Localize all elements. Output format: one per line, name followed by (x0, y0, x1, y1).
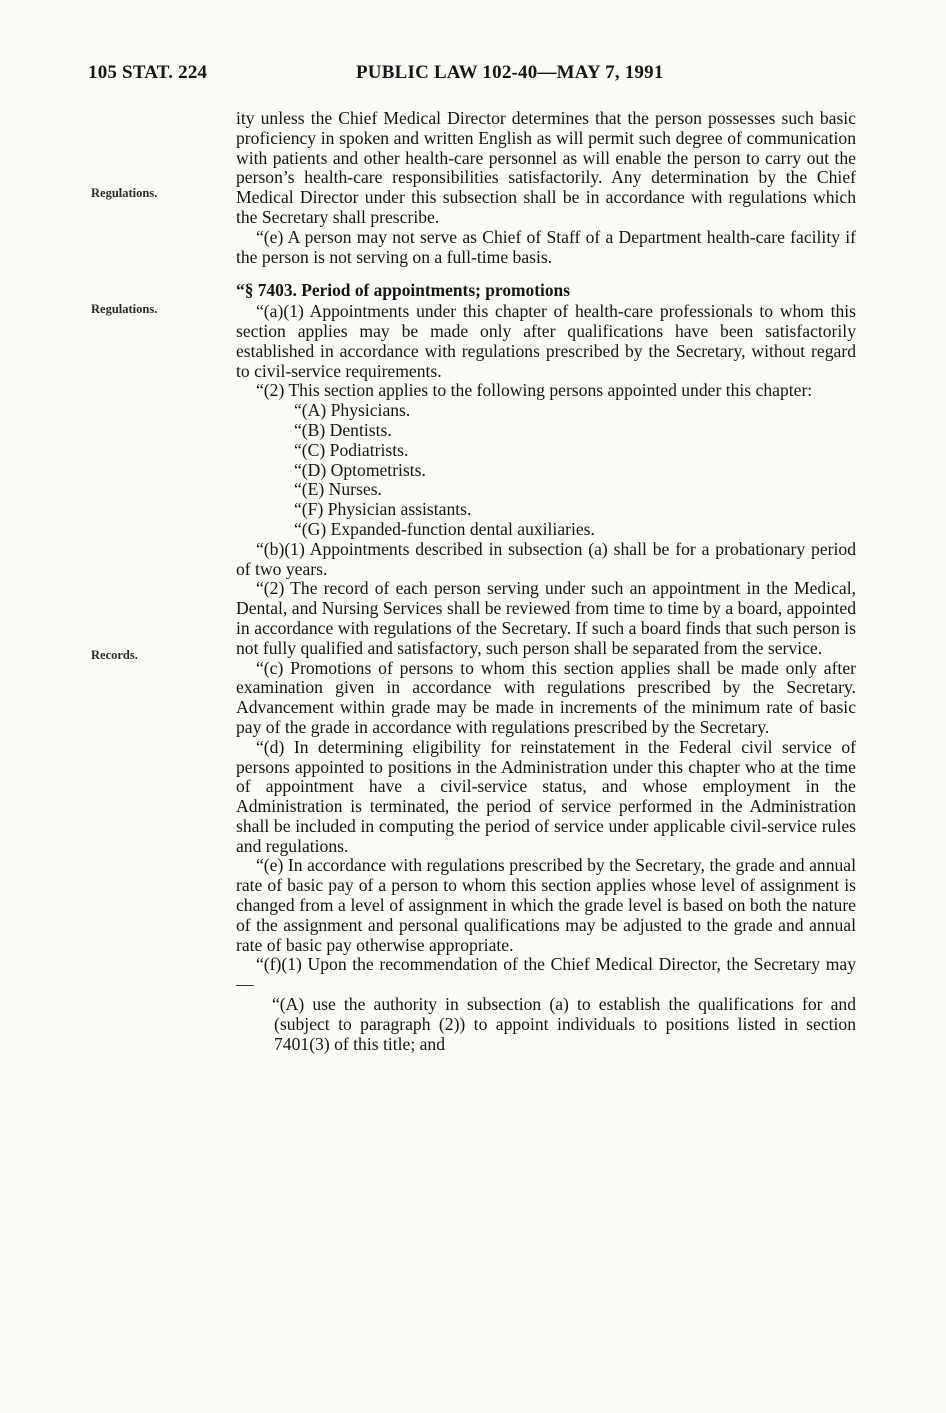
list-item: “(D) Optometrists. (294, 459, 426, 480)
list-item: “(F) Physician assistants. (294, 499, 472, 520)
paragraph: “(e) In accordance with regulations prescribed by the Secretary, the grade and annual rate of basic pay of a person to whom this section applies whose level of assignment is changed from a level of assignment in which the grade level is based on both the nature of the assignment and personal qualifications may be adjusted to the grade and annual rate of basic pay otherwise appropriate. (236, 855, 856, 955)
list-item: “(E) Nurses. (294, 479, 382, 500)
list-item: “(G) Expanded-function dental auxiliaries. (294, 518, 595, 539)
section-heading: “§ 7403. Period of appointments; promotions (236, 280, 570, 301)
margin-note-regulations-2: Regulations. (91, 302, 158, 316)
paragraph: “(c) Promotions of persons to whom this section applies shall be made only after examination given in accordance with regulations prescribed by the Secretary. Advancement within grade may be made in increments of the minimum rate of basic pay of the grade in accordance with regulations prescribed by the Secretary. (236, 657, 856, 737)
list-item: “(B) Dentists. (294, 419, 392, 440)
law-title: PUBLIC LAW 102-40—MAY 7, 1991 (356, 62, 664, 83)
paragraph: “(d) In determining eligibility for reinstatement in the Federal civil service of persons appointed to positions in the Administration under this chapter who at the time of appointment have a civil-service status, and whose employment in the Administration is terminated, the period of service performed in the Administration shall be included in computing the period of service under applicable civil-service rules and regulations. (236, 736, 856, 856)
paragraph: “(a)(1) Appointments under this chapter of health-care professionals to whom this section applies may be made only after qualifications have been satisfactorily established in accordance with regulations prescribed by the Secretary, without regard to civil-service requirements. (236, 301, 856, 381)
page-header (88, 62, 768, 86)
paragraph: ity unless the Chief Medical Director determines that the person possesses such basic proficiency in spoken and written English as will permit such degree of communication with patients and other health-care personnel as will enable the person to carry out the person’s health-care responsibilities satisfactorily. Any determination by the Chief Medical Director under this subsection shall be in accordance with regulations which the Secretary shall prescribe. (236, 108, 856, 227)
margin-note-regulations-1: Regulations. (91, 186, 158, 200)
paragraph: “(2) The record of each person serving under such an appointment in the Medical, Dental, and Nursing Services shall be reviewed from time to time by a board, appointed in accordance with regulations of the Secretary. If such a board finds that such person is not fully qualified and satisfactory, such person shall be separated from the service. (236, 578, 856, 658)
list-item: “(A) Physicians. (294, 400, 411, 421)
list-item: “(C) Podiatrists. (294, 439, 409, 460)
paragraph: “(f)(1) Upon the recommendation of the Chief Medical Director, the Secretary may— (236, 954, 856, 995)
paragraph: “(e) A person may not serve as Chief of Staff of a Department health-care facility if the person is not serving on a full-time basis. (236, 226, 856, 267)
page-id: 105 STAT. 224 (88, 62, 208, 83)
paragraph: “(2) This section applies to the following persons appointed under this chapter: (256, 380, 813, 401)
margin-note-records: Records. (91, 648, 138, 662)
paragraph: “(A) use the authority in subsection (a) to establish the qualifications for and (subject to paragraph (2)) to appoint individuals to positions listed in section 7401(3) of this title; and (272, 994, 856, 1054)
body-text (236, 109, 856, 1054)
paragraph: “(b)(1) Appointments described in subsection (a) shall be for a probationary period of two years. (236, 538, 856, 579)
